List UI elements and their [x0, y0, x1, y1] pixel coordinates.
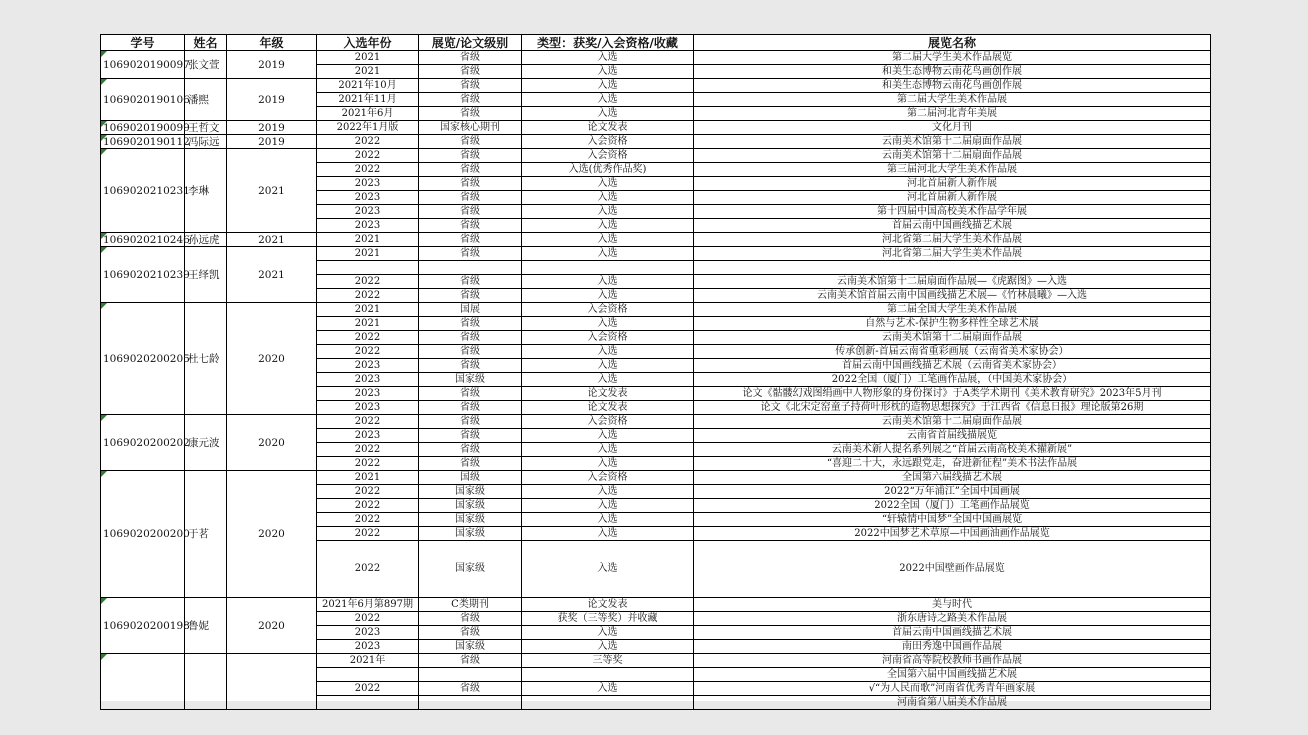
type-cell[interactable]: 入选 [522, 191, 694, 205]
level-cell[interactable]: 省级 [419, 289, 522, 303]
table-row [101, 654, 1211, 668]
year-cell[interactable]: 2022 [317, 275, 419, 289]
year-cell[interactable]: 2021 [317, 247, 419, 261]
awards-table [100, 34, 1211, 710]
year-cell[interactable]: 2022 [317, 415, 419, 429]
student-id-cell[interactable]: 1069020200202 [101, 415, 185, 471]
level-cell[interactable]: 省级 [419, 135, 522, 149]
year-cell[interactable]: 2022年1月版 [317, 121, 419, 135]
year-cell[interactable]: 2023 [317, 177, 419, 191]
student-name-cell[interactable] [185, 654, 227, 710]
level-cell[interactable]: 省级 [419, 233, 522, 247]
grade-cell[interactable]: 2020 [227, 303, 317, 415]
grade-cell[interactable]: 2020 [227, 471, 317, 598]
student-name-cell[interactable]: 冯际远 [185, 135, 227, 149]
year-cell[interactable]: 2022 [317, 289, 419, 303]
level-cell[interactable]: 国家级 [419, 485, 522, 499]
type-cell[interactable]: 入选 [522, 513, 694, 527]
exhibition-cell[interactable] [694, 261, 1211, 275]
exhibition-cell[interactable]: 传承创新-首届云南省重彩画展（云南省美术家协会） [694, 345, 1211, 359]
exhibition-cell[interactable]: 云南省首届线描展览 [694, 429, 1211, 443]
level-cell[interactable]: 国家级 [419, 527, 522, 541]
level-cell[interactable]: 省级 [419, 331, 522, 345]
level-cell[interactable]: 省级 [419, 626, 522, 640]
year-cell[interactable]: 2023 [317, 626, 419, 640]
level-cell[interactable] [419, 668, 522, 682]
type-cell[interactable]: 三等奖 [522, 654, 694, 668]
exhibition-cell[interactable]: 美与时代 [694, 598, 1211, 612]
level-cell[interactable]: 国家级 [419, 499, 522, 513]
exhibition-cell[interactable]: 云南美术馆首届云南中国画线描艺术展—《竹林晨曦》—入选 [694, 289, 1211, 303]
exhibition-cell[interactable]: 文化月刊 [694, 121, 1211, 135]
grade-cell[interactable]: 2021 [227, 247, 317, 303]
type-cell[interactable]: 入选 [522, 485, 694, 499]
year-cell[interactable]: 2022 [317, 135, 419, 149]
exhibition-cell[interactable]: 第三届河北大学生美术作品展 [694, 163, 1211, 177]
exhibition-cell[interactable]: √“为人民而歌”河南省优秀青年画家展 [694, 682, 1211, 696]
exhibition-cell[interactable]: 河南省高等院校教师书画作品展 [694, 654, 1211, 668]
type-cell[interactable]: 入会资格 [522, 331, 694, 345]
header-level[interactable]: 展览/论文级别 [419, 35, 522, 51]
grade-cell[interactable] [227, 654, 317, 710]
header-grade[interactable]: 年级 [227, 35, 317, 51]
table-row [101, 303, 1211, 317]
grade-cell[interactable]: 2020 [227, 415, 317, 471]
type-cell[interactable]: 入选 [522, 275, 694, 289]
exhibition-cell[interactable]: “轩辕情中国梦”全国中国画展览 [694, 513, 1211, 527]
student-name-cell[interactable]: 王哲文 [185, 121, 227, 135]
level-cell[interactable]: 省级 [419, 415, 522, 429]
exhibition-cell[interactable]: 首届云南中国画线描艺术展（云南省美术家协会） [694, 359, 1211, 373]
exhibition-cell[interactable]: 2022中国梦艺术草原—中国画油画作品展览 [694, 527, 1211, 541]
year-cell[interactable]: 2022 [317, 682, 419, 696]
exhibition-cell[interactable]: 第二届河北青年美展 [694, 107, 1211, 121]
year-cell[interactable]: 2021 [317, 51, 419, 65]
level-cell[interactable]: 国家级 [419, 640, 522, 654]
year-cell[interactable]: 2021 [317, 233, 419, 247]
exhibition-cell[interactable]: 第二届全国大学生美术作品展 [694, 303, 1211, 317]
student-id-cell[interactable]: 1069020190099 [101, 121, 185, 135]
level-cell[interactable]: C类期刊 [419, 598, 522, 612]
year-cell[interactable]: 2021年11月 [317, 93, 419, 107]
type-cell[interactable]: 入选 [522, 51, 694, 65]
type-cell[interactable]: 论文发表 [522, 121, 694, 135]
year-cell[interactable]: 2021 [317, 65, 419, 79]
level-cell[interactable]: 国级 [419, 471, 522, 485]
level-cell[interactable]: 省级 [419, 65, 522, 79]
year-cell[interactable]: 2023 [317, 219, 419, 233]
exhibition-cell[interactable]: 河北首届新人新作展 [694, 177, 1211, 191]
level-cell[interactable]: 省级 [419, 359, 522, 373]
type-cell[interactable]: 论文发表 [522, 387, 694, 401]
exhibition-cell[interactable]: 论文《北宋定窑童子持荷叶形枕的造物思想探究》于江西省《信息日报》理论版第26期 [694, 401, 1211, 415]
exhibition-cell[interactable]: 河北省第二届大学生美术作品展 [694, 233, 1211, 247]
year-cell[interactable]: 2022 [317, 485, 419, 499]
year-cell[interactable]: 2023 [317, 191, 419, 205]
grade-cell[interactable]: 2019 [227, 135, 317, 149]
student-name-cell[interactable]: 孙远虎 [185, 233, 227, 247]
level-cell[interactable]: 省级 [419, 247, 522, 261]
exhibition-cell[interactable]: 2022全国（厦门）工笔画作品展，（中国美术家协会） [694, 373, 1211, 387]
level-cell[interactable]: 省级 [419, 612, 522, 626]
exhibition-cell[interactable]: 和美生态博物云南花鸟画创作展 [694, 79, 1211, 93]
exhibition-cell[interactable]: 论文《骷髅幻戏图绢画中人物形象的身份探讨》于A类学术期刊《美术教育研究》2023年5月刊 [694, 387, 1211, 401]
level-cell[interactable]: 省级 [419, 191, 522, 205]
exhibition-cell[interactable]: 2022全国（厦门）工笔画作品展览 [694, 499, 1211, 513]
level-cell[interactable]: 省级 [419, 345, 522, 359]
student-id-cell[interactable]: 1069020200200 [101, 471, 185, 598]
exhibition-cell[interactable]: 河北省第二届大学生美术作品展 [694, 247, 1211, 261]
grade-cell[interactable]: 2019 [227, 79, 317, 121]
exhibition-cell[interactable]: “喜迎二十大，永远跟党走，奋进新征程”美术书法作品展 [694, 457, 1211, 471]
type-cell[interactable]: 入选 [522, 443, 694, 457]
type-cell[interactable]: 入选 [522, 247, 694, 261]
type-cell[interactable]: 获奖（三等奖）并收藏 [522, 612, 694, 626]
year-cell[interactable]: 2022 [317, 149, 419, 163]
level-cell[interactable]: 省级 [419, 149, 522, 163]
grade-cell[interactable]: 2021 [227, 233, 317, 247]
grade-cell[interactable]: 2019 [227, 121, 317, 135]
student-id-cell[interactable]: 1069020210246 [101, 233, 185, 247]
header-type[interactable]: 类型：获奖/入会资格/收藏 [522, 35, 694, 51]
year-cell[interactable]: 2023 [317, 359, 419, 373]
type-cell[interactable]: 入选 [522, 499, 694, 513]
header-student-id[interactable]: 学号 [101, 35, 185, 51]
student-name-cell[interactable]: 鲁妮 [185, 598, 227, 654]
table-row [101, 598, 1211, 612]
level-cell[interactable]: 省级 [419, 163, 522, 177]
exhibition-cell[interactable]: 第二届大学生美术作品展 [694, 93, 1211, 107]
exhibition-cell[interactable]: 南田秀逸中国画作品展 [694, 640, 1211, 654]
year-cell[interactable]: 2023 [317, 205, 419, 219]
year-cell[interactable]: 2022 [317, 612, 419, 626]
type-cell[interactable]: 入选 [522, 205, 694, 219]
level-cell[interactable]: 省级 [419, 177, 522, 191]
exhibition-cell[interactable]: 2022“万年浦江”全国中国画展 [694, 485, 1211, 499]
type-cell[interactable]: 入选 [522, 289, 694, 303]
type-cell[interactable]: 入选 [522, 541, 694, 598]
exhibition-cell[interactable]: 全国第六届中国画线描艺术展 [694, 668, 1211, 682]
type-cell[interactable]: 入选 [522, 317, 694, 331]
type-cell[interactable]: 入选(优秀作品奖) [522, 163, 694, 177]
student-name-cell[interactable]: 潘熙 [185, 79, 227, 121]
type-cell[interactable]: 入选 [522, 626, 694, 640]
year-cell[interactable]: 2021年 [317, 654, 419, 668]
level-cell[interactable]: 省级 [419, 317, 522, 331]
type-cell[interactable] [522, 696, 694, 710]
type-cell[interactable] [522, 668, 694, 682]
student-name-cell[interactable]: 张文萱 [185, 51, 227, 79]
level-cell[interactable]: 省级 [419, 443, 522, 457]
exhibition-cell[interactable]: 第二届大学生美术作品展览 [694, 51, 1211, 65]
exhibition-cell[interactable]: 浙东唐诗之路美术作品展 [694, 612, 1211, 626]
type-cell[interactable]: 入选 [522, 177, 694, 191]
type-cell[interactable]: 入选 [522, 457, 694, 471]
level-cell[interactable]: 省级 [419, 654, 522, 668]
exhibition-cell[interactable]: 第十四届中国高校美术作品学年展 [694, 205, 1211, 219]
type-cell[interactable]: 入会资格 [522, 303, 694, 317]
level-cell[interactable]: 国家级 [419, 513, 522, 527]
exhibition-cell[interactable]: 云南美术馆第十二届扇面作品展 [694, 331, 1211, 345]
type-cell[interactable]: 论文发表 [522, 598, 694, 612]
student-id-cell[interactable]: 1069020190097 [101, 51, 185, 79]
exhibition-cell[interactable]: 云南美术馆第十二届扇面作品展 [694, 415, 1211, 429]
year-cell[interactable] [317, 696, 419, 710]
level-cell[interactable]: 省级 [419, 457, 522, 471]
level-cell[interactable]: 省级 [419, 219, 522, 233]
header-row [101, 35, 1211, 51]
table-row [101, 79, 1211, 93]
table-row [101, 471, 1211, 485]
type-cell[interactable]: 入选 [522, 93, 694, 107]
exhibition-cell[interactable]: 2022中国壁画作品展览 [694, 541, 1211, 598]
year-cell[interactable]: 2023 [317, 387, 419, 401]
type-cell[interactable]: 入选 [522, 107, 694, 121]
year-cell[interactable]: 2022 [317, 499, 419, 513]
level-cell[interactable]: 省级 [419, 107, 522, 121]
header-year[interactable]: 入选年份 [317, 35, 419, 51]
exhibition-cell[interactable]: 云南美术馆第十二届扇面作品展 [694, 149, 1211, 163]
year-cell[interactable]: 2023 [317, 640, 419, 654]
type-cell[interactable]: 入选 [522, 345, 694, 359]
spreadsheet-page [100, 34, 1210, 708]
type-cell[interactable]: 入选 [522, 682, 694, 696]
type-cell[interactable]: 入选 [522, 640, 694, 654]
level-cell[interactable]: 国展 [419, 303, 522, 317]
year-cell[interactable]: 2022 [317, 331, 419, 345]
type-cell[interactable]: 论文发表 [522, 401, 694, 415]
student-id-cell[interactable]: 1069020200205 [101, 303, 185, 415]
year-cell[interactable]: 2021 [317, 471, 419, 485]
exhibition-cell[interactable]: 和美生态博物云南花鸟画创作展 [694, 65, 1211, 79]
exhibition-cell[interactable]: 河北首届新人新作展 [694, 191, 1211, 205]
grade-cell[interactable]: 2019 [227, 51, 317, 79]
exhibition-cell[interactable]: 首届云南中国画线描艺术展 [694, 219, 1211, 233]
type-cell[interactable]: 入会资格 [522, 471, 694, 485]
year-cell[interactable]: 2022 [317, 541, 419, 598]
grade-cell[interactable]: 2021 [227, 149, 317, 233]
type-cell[interactable]: 入选 [522, 429, 694, 443]
level-cell[interactable]: 省级 [419, 93, 522, 107]
table-row [101, 415, 1211, 429]
student-id-cell[interactable] [101, 654, 185, 710]
student-id-cell[interactable]: 1069020210231 [101, 149, 185, 233]
exhibition-cell[interactable]: 云南美术新人提名系列展之“首届云南高校美术擢新展” [694, 443, 1211, 457]
exhibition-cell[interactable]: 首届云南中国画线描艺术展 [694, 626, 1211, 640]
type-cell[interactable]: 入会资格 [522, 135, 694, 149]
student-id-cell[interactable]: 1069020210239 [101, 247, 185, 303]
table-row [101, 135, 1211, 149]
exhibition-cell[interactable]: 云南美术馆第十二届扇面作品展 [694, 135, 1211, 149]
year-cell[interactable]: 2021年6月 [317, 107, 419, 121]
year-cell[interactable]: 2022 [317, 345, 419, 359]
year-cell[interactable]: 2022 [317, 163, 419, 177]
type-cell[interactable]: 入会资格 [522, 415, 694, 429]
student-name-cell[interactable]: 于茗 [185, 471, 227, 598]
student-id-cell[interactable]: 1069020200198 [101, 598, 185, 654]
year-cell[interactable]: 2022 [317, 443, 419, 457]
student-name-cell[interactable]: 杜七龄 [185, 303, 227, 415]
exhibition-cell[interactable]: 全国第六届线描艺术展 [694, 471, 1211, 485]
student-name-cell[interactable]: 李琳 [185, 149, 227, 233]
type-cell[interactable]: 入选 [522, 527, 694, 541]
header-name[interactable]: 姓名 [185, 35, 227, 51]
type-cell[interactable]: 入选 [522, 219, 694, 233]
year-cell[interactable]: 2021年10月 [317, 79, 419, 93]
year-cell[interactable]: 2023 [317, 429, 419, 443]
level-cell[interactable]: 省级 [419, 79, 522, 93]
level-cell[interactable]: 省级 [419, 51, 522, 65]
table-row [101, 233, 1211, 247]
student-name-cell[interactable]: 王绎凯 [185, 247, 227, 303]
exhibition-cell[interactable]: 自然与艺术-保护生物多样性全球艺术展 [694, 317, 1211, 331]
grade-cell[interactable]: 2020 [227, 598, 317, 654]
type-cell[interactable]: 入选 [522, 359, 694, 373]
exhibition-cell[interactable]: 云南美术馆第十二届扇面作品展—《虎踞图》—入选 [694, 275, 1211, 289]
year-cell[interactable]: 2023 [317, 401, 419, 415]
level-cell[interactable]: 国家级 [419, 373, 522, 387]
type-cell[interactable]: 入会资格 [522, 149, 694, 163]
level-cell[interactable]: 省级 [419, 429, 522, 443]
table-row [101, 149, 1211, 163]
level-cell[interactable]: 国家级 [419, 541, 522, 598]
type-cell[interactable]: 入选 [522, 373, 694, 387]
year-cell[interactable]: 2021 [317, 317, 419, 331]
type-cell[interactable]: 入选 [522, 65, 694, 79]
table-row [101, 51, 1211, 65]
type-cell[interactable]: 入选 [522, 233, 694, 247]
type-cell[interactable]: 入选 [522, 79, 694, 93]
level-cell[interactable] [419, 696, 522, 710]
student-id-cell[interactable]: 1069020190112 [101, 135, 185, 149]
exhibition-cell[interactable]: 河南省第八届美术作品展 [694, 696, 1211, 710]
level-cell[interactable]: 省级 [419, 401, 522, 415]
level-cell[interactable]: 省级 [419, 682, 522, 696]
type-cell[interactable] [522, 261, 694, 275]
table-row [101, 247, 1211, 261]
student-name-cell[interactable]: 康元波 [185, 415, 227, 471]
table-body [101, 51, 1211, 710]
student-id-cell[interactable]: 1069020190106 [101, 79, 185, 121]
year-cell[interactable]: 2021 [317, 303, 419, 317]
year-cell[interactable]: 2022 [317, 513, 419, 527]
year-cell[interactable] [317, 668, 419, 682]
level-cell[interactable] [419, 261, 522, 275]
header-exhibition[interactable]: 展览名称 [694, 35, 1211, 51]
year-cell[interactable]: 2022 [317, 527, 419, 541]
year-cell[interactable]: 2023 [317, 373, 419, 387]
level-cell[interactable]: 国家核心期刊 [419, 121, 522, 135]
table-row [101, 121, 1211, 135]
level-cell[interactable]: 省级 [419, 275, 522, 289]
year-cell[interactable]: 2021年6月第897期 [317, 598, 419, 612]
level-cell[interactable]: 省级 [419, 205, 522, 219]
year-cell[interactable]: 2022 [317, 457, 419, 471]
level-cell[interactable]: 省级 [419, 387, 522, 401]
year-cell[interactable] [317, 261, 419, 275]
